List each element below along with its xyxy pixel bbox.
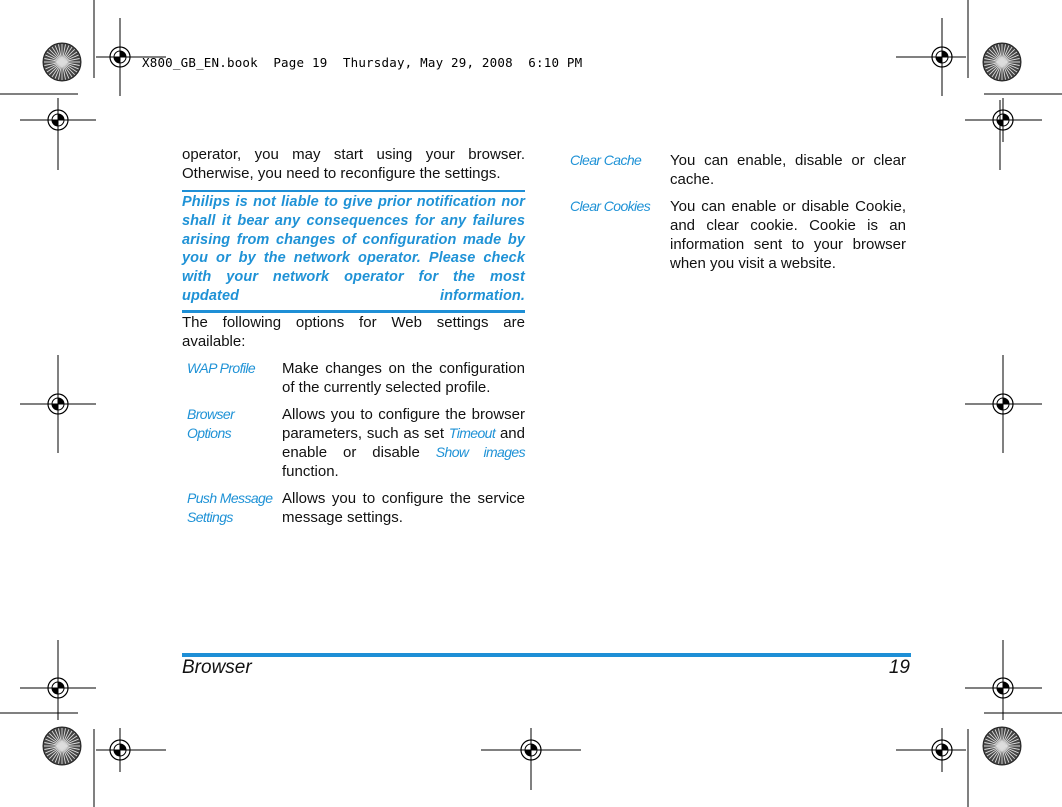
- disclaimer-note: [182, 190, 525, 313]
- right-column: [570, 151, 906, 281]
- option-row-clear-cache: [570, 151, 906, 189]
- option-desc: You can enable, disable or clear cache.: [670, 152, 906, 188]
- keyword-timeout: Timeout: [448, 424, 496, 441]
- keyword-show-images: Show images: [435, 443, 525, 460]
- book-slug: X800_GB_EN.book Page 19 Thursday, May 29, 2008 6:10 PM: [142, 55, 583, 70]
- option-term: Browser Options: [187, 405, 235, 441]
- options-intro: The following options for Web settings are available:: [182, 313, 525, 350]
- option-desc: Allows you to configure the browser parameters, such as set Timeout and enable or disable Show images function.: [282, 405, 525, 480]
- option-desc: You can enable or disable Cookie, and clear cookie. Cookie is an information sent to your browser when you visit a website.: [670, 198, 906, 272]
- option-row-browser-options: [182, 405, 525, 481]
- footer-rule: [182, 653, 911, 657]
- option-term: Push Message Settings: [187, 489, 273, 525]
- option-desc: Allows you to configure the service message settings.: [282, 489, 525, 526]
- page-number: 19: [888, 657, 910, 678]
- option-term: Clear Cache: [570, 152, 642, 168]
- option-row-clear-cookies: [570, 197, 906, 273]
- option-desc: Make changes on the configuration of the currently selected profile.: [282, 359, 525, 396]
- intro-paragraph: operator, you may start using your browser. Otherwise, you need to reconfigure the settings.: [182, 146, 525, 182]
- option-row-push-message: [182, 489, 525, 527]
- option-row-wap-profile: [182, 359, 525, 397]
- disclaimer-text: Philips is not liable to give prior notification nor shall it bear any consequences for any failures arising from changes of configuration made by you or by the network operator. Please check with your network operator for the most updated information.: [182, 194, 525, 304]
- left-column: [182, 145, 525, 527]
- option-term: WAP Profile: [187, 359, 256, 376]
- footer-section-title: Browser: [182, 657, 252, 678]
- option-term: Clear Cookies: [570, 198, 651, 214]
